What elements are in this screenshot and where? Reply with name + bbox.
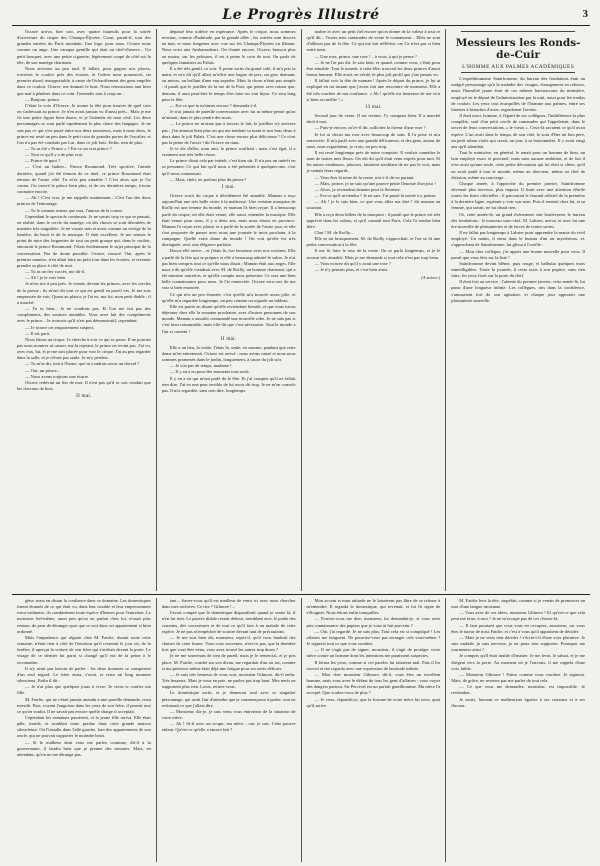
paragraph: — Mais, chéri, ne parlons plus du prince ! (169, 176, 247, 182)
paragraph: Mon accent et mon attitude ne le laissèrent pas libre de se refuser à m'entendre. Il regarda le domestique, qui revenait, et lui fit signe de s'éloigner. Nous étions enfin tranquilles. (306, 598, 441, 616)
paragraph: M. Fairlie, qui ne s'était jamais attendu à une pareille demande, resta interdit. Puis, voyant l'angoisse dans les yeux de son frère, il promit tout ce qu'on voulut. Il ne savait pas encore quelle charge il acceptait. (17, 696, 151, 714)
paragraph: — Monsieur Gilmore ! Faites comme vous voudrez. Je signerai. Mais, de grâce, ne revenez pas me parler de tout cela. (451, 671, 585, 684)
paragraph: — Prince de quoi ? (25, 158, 61, 164)
paragraph: gêne, mais en disant la confiance dans ce domaine. Les domestiques furent étonnés de ce qui était vu, dans leur trouble et leur empressement extra-ordinaire, ils combinèrent toute espèce d'heures pour l'entretien. Le monsieur bel-même, aussi peu qu'on en parlait chez lui, n'osait plus remuer, de peur de déranger quoi que ce soit dans cet appartement si bien ordonné. (17, 598, 151, 634)
paragraph: — Nous avons toujours une écurie. (25, 373, 90, 379)
column-text (451, 598, 585, 709)
lower-column-1 (12, 598, 157, 862)
paragraph: Elle se tut brusquement. M. de Roilly s'approchait, et l'on se fit une petite conversation à la fête. (306, 236, 441, 248)
paragraph: L'expéditionnaire Saintfromme, du bureau des fondations était un malgré personnage qu'à la maladie des visages, étrangement en rebours, aussi l'humilité jaune était de ces mêmes bureaucrates du ministère, employé en le départ de l'administration par la nuit, aussi pour les rondes de couloir. Les yeux tout écarquillés de l'homme aux palmes, entre ses lunettes à branches d'acier, regardaient l'avenir. (451, 76, 585, 112)
paragraph: — Ah ! fit-il avec un soupir, ma nièce... oui, je sais. Cette pauvre enfant. Qu'est-ce qu'elle a encore fait ? (161, 721, 296, 733)
paragraph: — Mais je ne veux rien décider ! s'écria-t-il d'une voix plaintive. Je suis malade, je suis nerveux, je ne peux rien supporter. Pourquoi me tourmenter ainsi ? (451, 634, 585, 653)
paragraph: — Le prince ne m'aime pas à travers le fait, le joaillier n'y arrivera pas ; j'en aimerai bien plus un qui me tendrait sa main et nos bras deux à deux dans le joli Palais. C'est une chose encore plus délicieuse ! Ce n'est pas la peine de l'avoir ! dit Octave en riant. (161, 121, 296, 145)
column-text (162, 193, 296, 335)
paragraph: — Je n'ai pas de temps, madame ! (169, 363, 232, 369)
paragraph: — C'est un Italien... Prince Rosamond. Très sportive, l'année dernière, quand j'ai été témoin de ce duel, ce prince Rosamond était témoin de l'autre côté. Tu m'es peu aimable ? C'est alors que je l'ai connu. J'ai trouvé le prince bien plus, et de ces dernières temps, à nous connaitre encore. (17, 164, 151, 195)
paragraph: J'avais compté que le domestique disparaîtrait quand je serais là, il n'en fut rien. Le pauvre diable restait debout, tremblant avec le poids des coussins, des couvertures et de tout ce qu'il faut à un malade de cette espèce. Je ne pus m'empêcher de sourire devant tant de précautions. (161, 610, 296, 634)
paragraph: — Il y en a eu pour des moments tout seuls. (169, 369, 250, 375)
paragraph: — Puis-je encore, m'a-t-il dit, solliciter la faveur d'une rose ? (314, 125, 426, 131)
lower-column-2 (157, 598, 302, 862)
paragraph: M. Fairlie leva la tête, stupéfait, comme si je venais de prononcer un mot d'une langue inconnue. (451, 598, 585, 610)
paragraph: Je sortis, laissant ce malheureux égoïste à ses coussins et à ses flacons. (451, 696, 585, 708)
paragraph: Octave sortit du cirque à décidément été aimable. Maman a reçu aujourd'hui une très belle visite à la maîtresse. Une certaine marquise de Roilly est une femme du monde, et maman l'a bien reçue. Il a beaucoup parlé du cirque, où elle était venue, elle aussi, entendre la musique. Elle était venue pour nous, il y a deux ans, mais nous étions en province. Maman l'a reçue avec plaisir et a parlé de la soirée de l'autre jour, et elle s'est proposée de passer avec nous une journée le mois prochain, à la campagne. Quelle vraie dame du monde ! On voit qu'elle est très distinguée, avec une élégance parfaite. (161, 193, 296, 248)
column-text (17, 598, 151, 758)
paragraph: — Je me suis bien dit, monsieur, reprit-il, qu'il vous faudrait des chaises de cette forme. Vous vous souvenez, n'est-ce pas, que la dernière fois que vous êtes venu, vous avez trouvé les autres trop dures ? (161, 634, 296, 653)
paragraph: Elle a reçu deux billets de la marquise ; il paraît que le prince est très apprécié dans les salons, et qu'il connaît tout Paris. Cela l'a rendue bien fière. (306, 211, 441, 229)
date-marker: II mai. (220, 336, 237, 342)
column-text (307, 113, 441, 273)
paragraph: Octave arriva, hier soir, avec quatre fauteuils pour la soirée d'ouverture du cirque des Champs-Élysées. Ciout, paraît-il, tout des grandes entrées du Paris mondain. Une loge, pour nous. Octave nous comme un ange. Une caraque gentille qui était au chef-d'œuvre... Un petit bouquet, avec une petite cigarette, légèrement coupé de côté sur la tête, de son manège charmant. (17, 29, 151, 65)
paragraph: Or, cette année-là, un grand événement vint bouleverser le bureau des fondations : le nouveau sous-chef, M. Lahrier, arriva, et avec lui une ère nouvelle de plaisanteries et de farces de toutes sortes. (451, 211, 585, 229)
paragraph: Il ne fallut pas longtemps à Lahrier pour apprendre la manie du vieil employé. Un matin, il entra dans le bureau d'un air mystérieux, et, s'approchant de Saintfromme, lui glissa à l'oreille : (451, 230, 585, 248)
paragraph: — Mon cher collègue, j'ai appris une bonne nouvelle pour vous. Il paraît que vous êtes sur la liste ! (451, 248, 585, 260)
paragraph: — Tu m'as dit, tout à l'heure, que tu voudrais avoir un cheval ? (25, 361, 140, 367)
paragraph: Il était fort au service ; l'attente du premier janvier, cette année-là, lui parut d'une longueur infinie. Les collègues, mis dans la confidence, s'amusaient fort de son agitation, et chaque jour apportait une plaisanterie nouvelle. (451, 279, 585, 303)
lower-column-3 (302, 598, 447, 862)
paragraph: — Pouvez-vous me dire, monsieur, lui demandai-je, si vous avez pris connaissance des papiers que je vous ai fait parvenir ? (306, 616, 441, 628)
paragraph: Il y en a eu qui m'ont parlé de la fête. Et j'ai compris qu'il ne fallait rien dire. J'ai eu une peur terrible de lui avoir dit trop. Je ne m'en console pas. Il m'a regardée, sans rien dire, longtemps. (161, 375, 296, 393)
paragraph: C'était la voix d'Octave. Je tourne la tête pour trouver de quel coin on s'adressait au prince. Je n'en avais jamais vu d'aussi près... Mais je me fis une petite figure bien douce, et je l'attendis de mon côté. Les deux personnages se sont parlé rapidement la plus claire des langages. Je ne sais pas ce qui s'est passé entre nos deux messieurs, mais à nous deux, le prince est resté un peu dans le petit coin de grandes portes de l'escalier, et l'on n'a pas été conduits par Lui, dans ce joli bois. Enfin, rien de plus. (17, 102, 151, 145)
paragraph: Le domestique sortit, et je demeurai seul avec ce singulier personnage, qui avait l'air d'attendre que je commençasse à parler, tout en redoutant ce que j'allais dire. (161, 690, 296, 708)
paragraph: Je ne me souvenais de rien de pareil, mais je le remerciai, et je pris place. M. Fairlie, couché sur son divan, me regardait d'un air las, comme si ma présence même était déjà une fatigue pour ses nerfs délicats. (161, 653, 296, 671)
upper-section (12, 29, 590, 591)
date-marker: 13 mai. (364, 104, 382, 110)
paragraph: — Tu le connais mieux que moi, l'amour de la course. (25, 207, 124, 213)
paragraph: dépassé leur toilette en espérance. Après le cirque, nous sommes revenus, comme d'habitude, par la grande allée ; les soirées sont douces en mai, et nous longeons avec vue sur les Champs-Élysées en flânant. Nous voici aux Ambassadeurs. On chante encore, Octave, bonsoir plus ou moins, sur les pelouses, il est à peine le coin de tout. On parle de quelques fantaisies au Palais. (161, 29, 296, 65)
upper-column-3 (302, 29, 447, 591)
paragraph: — Ah ! C'est vrai, je me rappelle maintenant... C'est l'un des deux princes de l'entourage. (17, 195, 151, 207)
paragraph: Ce qui m'a un peu étonnée, c'est qu'elle m'a trouvée assez jolie, et qu'elle m'a regardée longtemps, un peu comme on regarde un tableau. (161, 291, 296, 303)
upper-column-4 (446, 29, 590, 591)
paragraph: — Bonjour, prince. (25, 96, 61, 102)
paragraph: Chaque année, à l'approche du premier janvier, Saintfromme devenait plus nerveux, plus inquiet. Il lisait avec une attention fébrile toutes les listes officielles ; il parcourait le Journal officiel de la première à la dernière ligne, espérant y voir son nom. Puis il rentrait chez lui, et sa femme, qui savait, ne lui disait rien. (451, 180, 585, 211)
paragraph: Elle a un lieu, la voûte. J'étais là, seule, en somme, pendant que cette dame m'en entretenait. Octave est arrivé ; nous avons causé et nous nous sommes promenés dans le jardin, longuement, à cause du joli soir. (161, 344, 296, 363)
to-be-continued: (A suivre.) (421, 275, 441, 281)
paragraph: — Mais, prince, je ne suis qu'une pauvre petite fleuriste d'un jour ! (314, 180, 436, 186)
paragraph: — Mon cher monsieur Gilmore, dit-il, vous êtes un excellent homme, mais vous avez le défaut de tous les gens d'affaires : vous voyez des dangers partout. Sir Percival est un parfait gentilhomme. Ma nièce l'a accepté. Que voulez-vous de plus ? (306, 671, 441, 696)
paragraph: — Vous êtes la reine de la vente, m'a-t-il dit en partant. (314, 174, 415, 180)
title-rule (461, 72, 575, 73)
paragraph: Tout le ministère, en général, le tenait pour un homme de bien, un bon employé exact et ponctuel, mais sans aucune ambition, et de fait il n'en avait qu'une seule, cette petite décoration qui lui était si chère, qu'il en avait parlé à tout le monde, même au directeur, même au chef de division, même au concierge. (451, 150, 585, 180)
paragraph: Nous étions au cirque. Je cherche à voir ce qui se passe. Il ne pouvait pas nous montrer ni causer, me la rejetant, le prince ne revint pas. J'ai vu, avec eux, lui, et je me suis placée pour voir le cirque. J'ai au peu regarder dans la salle, et je n'étais pas seule. Je m'y perdais. (17, 336, 151, 361)
paragraph: Il est resté longtemps près de notre comptoir. Il voulait connaître le nom de toutes mes fleurs. On eût dit qu'il était venu exprès pour moi. Et les autres vendeuses, jalouses, faisaient semblant de ne pas le voir, mais je sentais leurs regards. (306, 149, 441, 174)
paragraph: Je te dis d'aller, mon ami, le prince souffrait ; mais c'est égal, il a vraiment une très belle chose. (161, 145, 296, 158)
paragraph: Il me fit faire le tour de la vente. On se parla longtemps, et je le trouvai très aimable. Mais je me demande si tout cela n'est pas trop beau. (306, 248, 441, 260)
paragraph: — Je n'ai plus que quelques jours à vivre. Je viens te confier ma fille. (17, 684, 151, 696)
paragraph: — Tout ce qu'il y a de plus vrai. (25, 152, 84, 158)
paragraph: — Tu as été « Prince » ? Est-ce un vrai prince ? (25, 145, 112, 151)
paragraph: — Vous avez de ces idées, monsieur Gilmore ! Et qu'est-ce que cela peut me faire, à moi ? Je ne m'occupe pas de ces choses-là. (451, 610, 585, 622)
paragraph: — Tu es bien... Je ne voudrais pas. Et l'on me fait pas des compliments, des sourires aimables. Vous avez fait des compliments avec le prince... Je trouvais qu'il n'est pas démonstratif, cependant. (17, 306, 151, 324)
paragraph: Il était mort, homme, à l'égard de ses collègues, l'indifférence la plus complète, sauf d'un petit cercle de camarades qui l'appelaient, dans le secret de leurs conversations, « le vieux ». Ceux-là savaient ce qu'il avait espéré. L'un avait dans le temps, de son côté, le soin d'être un bon père, un petit ruban violet qui serait, un jour, à sa boutonnière. Il y avait vingt ans qu'il attendait. (451, 113, 585, 149)
paragraph: Chut ! M. de Roilly... (314, 230, 354, 235)
paragraph: — Est-ce qu'il reviendra ? Je ne sais. J'ai passé la soirée à y penser. (314, 193, 437, 199)
column-text (162, 345, 296, 394)
paragraph: Saintfromme devint blême, puis rouge, et balbutia quelques mots inintelligibles. Toute la journée, il resta assis à son pupitre, sans rien faire, les yeux fixés sur la porte du chef. (451, 260, 585, 279)
paragraph: Je n'ai jamais de pareille conversation avec lui ni même pensé qu'on m'aimait, dans le plus tendre des mots. (161, 109, 296, 121)
paragraph: — Il est parti. (25, 330, 51, 336)
column-text (162, 29, 296, 183)
paragraph: Le prince disait cela par intérêt, c'est bien sûr. Il n'a pas un intérêt en sa personne. Ce qui fait qu'il nous a été présentés à quelques-uns, c'est qu'il nous connaissait. (161, 158, 296, 176)
article-subtitle: L'HOMME AUX PALMES ACADÉMIQUES (462, 64, 575, 70)
lower-section (12, 598, 590, 862)
paragraph: Il a été très gentil, ce soir. À peine sortis du grand café, il m'a pris la main, et m'a dit qu'il allait m'offrir une bague de prix, un gros diamant, ou mieux, un brillant d'une eau superbe. Mais la chose n'était pas simple : il paraît que le joaillier de la rue de la Paix, qui pense avec raison que, demain, il aura peut-être le temps d'en faire un vrai bijou. Ce sera long pour la fête. (161, 65, 296, 102)
paragraph: — Alors, je reviendrai demain pour la fleuriste. (314, 186, 401, 192)
column-text (451, 76, 585, 304)
paragraph: — Est-ce que tu m'aimes encore ? demanda-t-il. (169, 102, 258, 108)
paragraph: tant... Savez-vous qu'il est meilleur de venir ici avec nous chercher dans mes archives. Ce rire ? Gilmore !... (161, 598, 296, 610)
paragraph: Cependant les semaines passèrent, et la jeune fille arriva. Elle était pâle, timide, et semblait toute perdue dans cette grande maison silencieuse. On l'installa dans l'aile gauche, loin des appartements de son oncle, qui ne pouvait supporter le moindre bruit. (17, 714, 151, 739)
paragraph: — Une rose, prince, une rose !... à vous, à qui je pense ? (314, 53, 417, 59)
paragraph: Je compris qu'il était inutile d'insister. Je me levai, le saluai, et je me dirigeai vers la porte. Au moment où je l'ouvrais, il me rappela d'une voix faible. (451, 653, 585, 671)
paragraph: Mais l'impatience qui régnait chez M. Fairlie, durant toute cette semaine, n'était rien à côté de l'émotion qu'il ressentit le jour où, de la fenêtre, il aperçut la voiture de son frère qui s'arrêtait devant la porte. Le visage de ce dernier lui parut si changé qu'il eut de la peine à le reconnaître. (17, 634, 151, 665)
paragraph: Cependant le spectacle continuait. Je ne savais trop ce qui se passait, en réalité, dans le cercle du manège, où des choses se sont déroulées de manière très singulière. Je ne voyais rien et avais comme un vertige de la lumière, du bruit et de la musique. Il était excellent. Je me sentais le point de mire des lorgnettes de tout un petit groupe qui, dans le couloir, entourait le prince Rosamond. J'étais évidemment le sujet principal de la conversation. Pas de doute possible. Octave, rassuré. Oui, après le premier numéro, n'en allait faire un petit tour dans les écuries, et revenait prendre sa place à côté de moi. (17, 213, 151, 268)
paragraph: — Je trouve cet emportement suspect. (25, 324, 95, 330)
title-rule (461, 31, 575, 32)
paragraph: — Monsieur, dis-je, je suis venu vous entretenir de la situation de votre nièce. (161, 708, 296, 720)
upper-column-2 (157, 29, 302, 591)
page-header (12, 6, 590, 26)
column-text (162, 598, 296, 733)
paragraph: — Ah ! je le vois bien. (25, 275, 67, 281)
paragraph: — Si le malheur dont vous me parlez continue, dit-il à la gouvernante, il faudra bien que je prenne des mesures. Mais, en attendant, qu'on ne me dérange pas. (17, 739, 151, 757)
paragraph: Je m'en tire à peu près. Je venais, devant les princes, avec les cercles de la presse ; ils m'ont dit tout ce qui est gentil en pareil cas. Je me suis empressée de voir. Quant au plaisir, je l'ai eu, ma foi, mon petit diable ; il a marché. (17, 281, 151, 305)
paragraph: — Je ne l'ai pas dit. Je sais bien, et quand, comme vous, c'était pour être aimable. Tout le monde, à cette fête, trouvait les deux princes d'aussi bonne humeur. Elle avait, en vérité, le plus joli profil que j'aie jamais vu. (306, 59, 441, 78)
column-text (307, 598, 441, 709)
paragraph: — Il ne s'agit pas de signer, monsieur, il s'agit de protéger votre nièce contre un homme dont les intentions me paraissent suspectes. (306, 647, 441, 659)
paragraph: — Ce que vous me demandez, monsieur, est impossible. Je reviendrai. (451, 684, 585, 696)
date-marker: II mai. (76, 394, 92, 400)
page-number: 3 (582, 8, 588, 20)
paragraph: — Je suis très heureux de vous voir, monsieur Gilmore, dit-il enfin. Très heureux. Mais je vous en prie, ne parlez pas trop haut. Mes nerfs ne supportent plus rien. Louis, retirez-vous. (161, 671, 296, 690)
paragraph: maître et avec un petit fiel encore qu'on donne de la valeur à tout ce qu'il dit... Toutes mes camarades de vente le connaissent... Elles ne sont d'ailleurs pas de la fête. Ce qui me fait réfléchir, car Ce n'est pas si bien entre nous. (306, 29, 441, 53)
paragraph: Nous arrivons un peu tard. Il fallait, pour gagner nos places, traverser le couloir près des écuries, et l'odeur nous poursuivit, un premier abord, insupportable, à cause de l'échauffement des gens empilés dans ce couloir. Octave, me donnait le bras. Nous réussissions tant bien que mal à pénétrer dans ce coin. J'entendis tout à coup un : (17, 65, 151, 96)
column-text (17, 29, 151, 392)
paragraph: — Il faut pourtant que vous vous en occupiez, monsieur, car vous êtes le tuteur de miss Fairlie, et c'est à vous qu'il appartient de décider. (451, 622, 585, 634)
paragraph: — Oui, un prince... (25, 367, 61, 373)
paragraph: Je lui ai choisi ma rose avec beaucoup de soin. Il l'a prise et m'a remerciée. Il m'a parlé avec une grande délicatesse, et des gens, autour de nous, nous regardaient, je crois, un peu trop. (306, 131, 441, 149)
paragraph: — Oui, j'ai regardé. Je ne sais plus. Tout cela est si compliqué ! Les affaires me fatiguent. Ne pourriez-vous pas arranger cela vous-même ? Je signerai tout ce que vous voudrez. (306, 628, 441, 647)
paragraph: — Ah ! je le sais bien, ce que vous allez me dire ! dit maman en souriant. (306, 199, 441, 211)
paragraph: — Je n'y pensais plus, et c'est bien ainsi. (314, 266, 389, 272)
paragraph: Il fallait voir la tête de maman ! Après le départ du prince, je lui ai expliqué en un instant que j'avais fait une rencontre de monsieur. Elle a été très touchée de ma confiance. « Ah ! qu'elle est heureuse de me voir si bien accueillie ! » (306, 78, 441, 102)
section-divider (12, 594, 590, 595)
article-title: Messieurs les Ronds-de-Cuir (455, 37, 581, 61)
upper-column-1 (12, 29, 157, 591)
paragraph: Elle est partie en disant qu'elle reviendrait bientôt, et que nous irions déjeuner chez elle la semaine prochaine, avec d'autres personnes de son monde. Maman a aussitôt commandé une nouvelle robe. Je ne sais pas si c'est bien raisonnable, mais elle dit que c'est nécessaire. Tout le monde a l'air si content ! (161, 303, 296, 334)
date-marker: I mai. (221, 184, 236, 190)
paragraph: Il n'y avait pas besoin de parler : les deux hommes se comprirent d'un seul regard. Le frère entra, s'assit, et resta un long moment silencieux. Enfin il dit : (17, 665, 151, 684)
lower-column-4 (446, 598, 590, 862)
paragraph: Second jour de vente. Il est revenu. J'y comptais bien. Il a marché droit à moi. (306, 113, 441, 125)
paragraph: — Tu as un fier succès, me dit-il. (25, 269, 86, 275)
paragraph: Douce elle arrive... et j'étais là, fort heureuse avec nos voisines. Elle a parlé de la fête qui se prépare et elle a beaucoup admiré le salon. Je n'ai pas bien compris tout ce qu'elle nous disait ; Maman était aux anges. Elle nous a dit qu'elle viendrait avec M. de Roilly, un homme charmant, qui a été ministre autrefois, et qu'elle compte nous présenter. Ce sera une bien belle connaissance pour nous. Je l'ai remerciée. Octave sera ravi de me voir si bien entourée. (161, 248, 296, 291)
column-text (307, 29, 441, 103)
masthead: Le Progrès Illustré (222, 7, 380, 23)
paragraph: Il ferma les yeux, comme si ces paroles lui faisaient mal. Puis il les rouvrit et me regarda avec une expression de lassitude infinie. (306, 659, 441, 671)
paragraph: — Je veux, répondis-je, que la fortune de votre nièce lui reste, quoi qu'il arrive. (306, 696, 441, 708)
paragraph: — Vous m'avez dit qu'il y avait une rose ? (314, 260, 391, 266)
paragraph: Octave redevint un fier de moi. Il n'est pas qu'il se soit conduit que les chevaux de bois. (17, 379, 151, 392)
